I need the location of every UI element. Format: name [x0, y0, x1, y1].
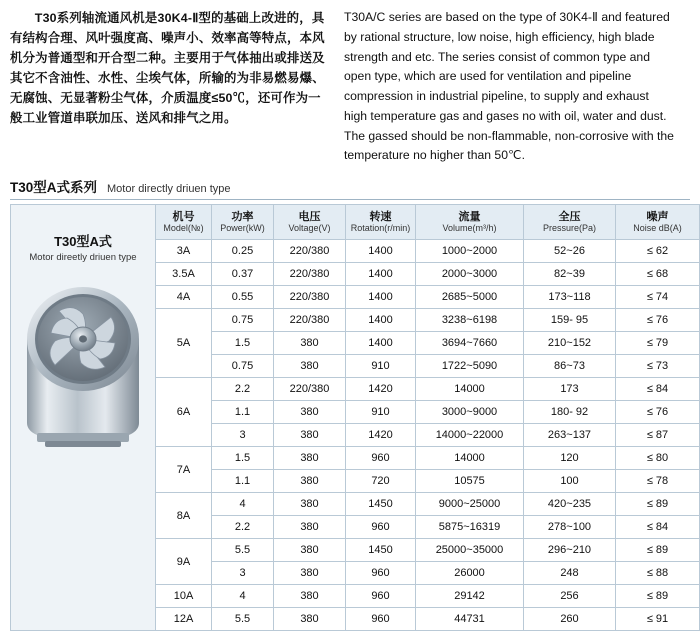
cell-power: 0.75: [212, 309, 274, 332]
cell-rotation: 1400: [346, 263, 416, 286]
cell-rotation: 1400: [346, 332, 416, 355]
cell-volume: 14000: [416, 447, 524, 470]
cell-volume: 14000: [416, 378, 524, 401]
header-volume: 流量 Volume(m³/h): [416, 205, 524, 240]
cell-model: 12A: [156, 608, 212, 631]
cell-volume: 44731: [416, 608, 524, 631]
cell-power: 5.5: [212, 608, 274, 631]
cell-power: 0.55: [212, 286, 274, 309]
cell-volume: 3000~9000: [416, 401, 524, 424]
spec-body: [10, 204, 690, 631]
cell-noise: ≤ 73: [616, 355, 700, 378]
cell-volume: 14000~22000: [416, 424, 524, 447]
cell-pressure: 210~152: [524, 332, 616, 355]
table-header-row: [156, 205, 700, 240]
cell-noise: ≤ 80: [616, 447, 700, 470]
header-voltage: 电压 Voltage(V): [274, 205, 346, 240]
cell-voltage: 380: [274, 401, 346, 424]
header-noise: 噪声 Noise dB(A): [616, 205, 700, 240]
cell-model: 3A: [156, 240, 212, 263]
header-model: 机号 Model(№): [156, 205, 212, 240]
cell-model: 7A: [156, 447, 212, 493]
cell-rotation: 960: [346, 608, 416, 631]
cell-pressure: 278~100: [524, 516, 616, 539]
table-row: [156, 470, 700, 493]
cell-volume: 1000~2000: [416, 240, 524, 263]
cell-voltage: 380: [274, 585, 346, 608]
cell-voltage: 220/380: [274, 240, 346, 263]
cell-pressure: 120: [524, 447, 616, 470]
series-title-english: Motor directly driuen type: [107, 183, 231, 196]
header-rotation: 转速 Rotation(r/min): [346, 205, 416, 240]
cell-power: 3: [212, 424, 274, 447]
cell-rotation: 960: [346, 516, 416, 539]
cell-rotation: 1450: [346, 493, 416, 516]
cell-noise: ≤ 89: [616, 585, 700, 608]
cell-model: 10A: [156, 585, 212, 608]
cell-power: 1.1: [212, 401, 274, 424]
cell-noise: ≤ 62: [616, 240, 700, 263]
cell-voltage: 220/380: [274, 309, 346, 332]
cell-power: 0.75: [212, 355, 274, 378]
specifications-table: [155, 204, 700, 631]
cell-power: 1.5: [212, 332, 274, 355]
cell-rotation: 1400: [346, 309, 416, 332]
cell-voltage: 220/380: [274, 263, 346, 286]
cell-pressure: 260: [524, 608, 616, 631]
cell-voltage: 380: [274, 355, 346, 378]
table-row: [156, 493, 700, 516]
cell-pressure: 82~39: [524, 263, 616, 286]
table-row: [156, 378, 700, 401]
header-pressure: 全压 Pressure(Pa): [524, 205, 616, 240]
cell-voltage: 380: [274, 562, 346, 585]
cell-noise: ≤ 84: [616, 516, 700, 539]
cell-volume: 2000~3000: [416, 263, 524, 286]
cell-voltage: 380: [274, 516, 346, 539]
series-title-chinese: T30型A式系列: [10, 180, 98, 196]
cell-noise: ≤ 89: [616, 539, 700, 562]
axial-fan-photo: [11, 273, 155, 473]
cell-voltage: 220/380: [274, 378, 346, 401]
cell-noise: ≤ 89: [616, 493, 700, 516]
cell-voltage: 380: [274, 424, 346, 447]
cell-power: 2.2: [212, 516, 274, 539]
cell-rotation: 1450: [346, 539, 416, 562]
table-row: [156, 539, 700, 562]
cell-power: 0.37: [212, 263, 274, 286]
cell-power: 2.2: [212, 378, 274, 401]
cell-volume: 3238~6198: [416, 309, 524, 332]
cell-model: 8A: [156, 493, 212, 539]
cell-rotation: 960: [346, 585, 416, 608]
cell-power: 5.5: [212, 539, 274, 562]
intro-english-text: T30A/C series are based on the type of 30K4-Ⅱ and featured by rational structure, low noise, high efficiency, high blade strength and etc. The series consist of common type and open type, which are used for ventilation and pipeline compression in industrial pipeline, to supply and exhaust high temperature gas and gases no with oil, water and dust. The gassed should be non-flammable, non-corrosive with the temperature no higher than 50℃.: [344, 10, 674, 163]
cell-power: 1.5: [212, 447, 274, 470]
cell-volume: 26000: [416, 562, 524, 585]
cell-model: 4A: [156, 286, 212, 309]
cell-rotation: 1420: [346, 378, 416, 401]
cell-pressure: 248: [524, 562, 616, 585]
fan-image-panel: [10, 204, 155, 631]
cell-pressure: 173: [524, 378, 616, 401]
cell-volume: 2685~5000: [416, 286, 524, 309]
cell-pressure: 420~235: [524, 493, 616, 516]
cell-volume: 3694~7660: [416, 332, 524, 355]
fan-panel-label-chinese: T30型A式: [54, 234, 112, 250]
cell-volume: 29142: [416, 585, 524, 608]
cell-noise: ≤ 88: [616, 562, 700, 585]
cell-model: 3.5A: [156, 263, 212, 286]
table-row: [156, 332, 700, 355]
cell-volume: 5875~16319: [416, 516, 524, 539]
table-row: [156, 447, 700, 470]
cell-voltage: 380: [274, 332, 346, 355]
cell-power: 0.25: [212, 240, 274, 263]
cell-voltage: 380: [274, 608, 346, 631]
cell-model: 9A: [156, 539, 212, 585]
cell-noise: ≤ 76: [616, 401, 700, 424]
cell-noise: ≤ 74: [616, 286, 700, 309]
fan-panel-label: [11, 205, 155, 263]
intro-section: [10, 8, 690, 166]
table-row: [156, 401, 700, 424]
cell-rotation: 1400: [346, 240, 416, 263]
table-row: [156, 424, 700, 447]
cell-voltage: 380: [274, 447, 346, 470]
cell-voltage: 220/380: [274, 286, 346, 309]
cell-noise: ≤ 87: [616, 424, 700, 447]
cell-noise: ≤ 84: [616, 378, 700, 401]
table-row: [156, 263, 700, 286]
cell-pressure: 100: [524, 470, 616, 493]
cell-model: 6A: [156, 378, 212, 447]
cell-pressure: 86~73: [524, 355, 616, 378]
intro-chinese-text: T30系列轴流通风机是30K4-Ⅱ型的基础上改进的，具有结构合理、风叶强度高、噪声小、效率高等特点，本风机分为普通型和开合型二种。主要用于气体抽出或排送及其它不含油性、水性、尘埃气体，所输的为非易燃易爆、无腐蚀、无显著粉尘气体，介质温度≤50℃，还可作为一般工业管道串联加压、送风和排气之用。: [10, 11, 325, 126]
cell-noise: ≤ 78: [616, 470, 700, 493]
cell-power: 4: [212, 585, 274, 608]
cell-rotation: 910: [346, 355, 416, 378]
cell-noise: ≤ 76: [616, 309, 700, 332]
cell-noise: ≤ 68: [616, 263, 700, 286]
series-title: [10, 176, 690, 200]
table-row: [156, 309, 700, 332]
cell-pressure: 52~26: [524, 240, 616, 263]
cell-rotation: 1420: [346, 424, 416, 447]
cell-voltage: 380: [274, 539, 346, 562]
cell-rotation: 960: [346, 447, 416, 470]
cell-volume: 25000~35000: [416, 539, 524, 562]
cell-rotation: 960: [346, 562, 416, 585]
cell-power: 3: [212, 562, 274, 585]
table-row: [156, 355, 700, 378]
cell-pressure: 256: [524, 585, 616, 608]
cell-rotation: 910: [346, 401, 416, 424]
fan-panel-label-english: Motor direetly driuen type: [29, 252, 137, 264]
cell-voltage: 380: [274, 493, 346, 516]
cell-volume: 1722~5090: [416, 355, 524, 378]
cell-voltage: 380: [274, 470, 346, 493]
cell-pressure: 159- 95: [524, 309, 616, 332]
table-row: [156, 608, 700, 631]
cell-pressure: 180- 92: [524, 401, 616, 424]
cell-pressure: 296~210: [524, 539, 616, 562]
cell-model: 5A: [156, 309, 212, 378]
table-row: [156, 516, 700, 539]
cell-noise: ≤ 91: [616, 608, 700, 631]
cell-rotation: 720: [346, 470, 416, 493]
cell-pressure: 173~118: [524, 286, 616, 309]
cell-power: 4: [212, 493, 274, 516]
table-row: [156, 240, 700, 263]
cell-volume: 10575: [416, 470, 524, 493]
cell-power: 1.1: [212, 470, 274, 493]
header-power: 功率 Power(kW): [212, 205, 274, 240]
table-row: [156, 562, 700, 585]
cell-volume: 9000~25000: [416, 493, 524, 516]
table-row: [156, 286, 700, 309]
cell-noise: ≤ 79: [616, 332, 700, 355]
table-row: [156, 585, 700, 608]
cell-pressure: 263~137: [524, 424, 616, 447]
cell-rotation: 1400: [346, 286, 416, 309]
